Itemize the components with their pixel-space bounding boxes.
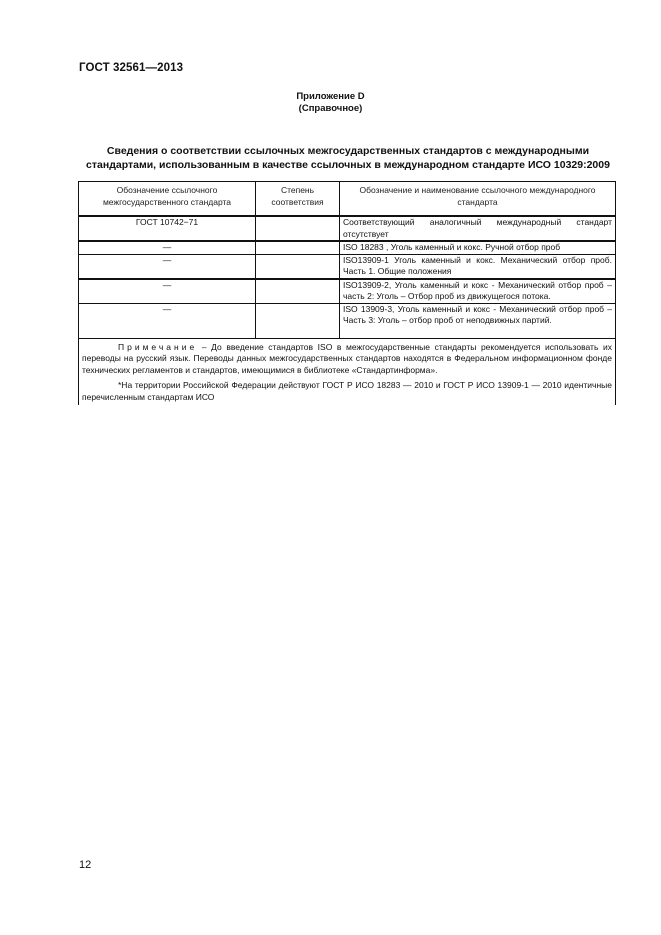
note-paragraph — [82, 342, 612, 377]
document-code: ГОСТ 32561—2013 — [79, 62, 184, 74]
note-footnote: *На территории Российской Федерации действуют ГОСТ Р ИСО 18283 — 2010 и ГОСТ Р ИСО 13909-1 — 2010 идентичные перечисленным стандартам ИСО — [82, 380, 612, 402]
header-international-standard: Обозначение и наименование ссылочного международного стандарта — [340, 182, 616, 217]
cell-international: Соответствующий аналогичный международный стандарт отсутствует — [340, 216, 616, 241]
cell-degree — [256, 216, 340, 241]
annex-subtitle: (Справочное) — [298, 103, 363, 114]
table-row — [79, 279, 616, 304]
header-degree-of-correspondence: Степень соответствия — [256, 182, 340, 217]
annex-title: Приложение D — [296, 91, 365, 102]
cell-interstate: — — [79, 254, 256, 279]
cell-degree — [256, 279, 340, 304]
annex-heading — [0, 91, 661, 115]
page-number: 12 — [79, 859, 92, 871]
table-note — [79, 338, 616, 405]
cell-interstate: — — [79, 303, 256, 338]
table-note-row — [79, 338, 616, 405]
note-text: – До введение стандартов ISO в межгосударственные стандарты рекомендуется использовать их переводы на русский язык. Переводы данных межгосударственных стандартов находятся в Федеральном информационном фонде технических регламентов и стандартов, имеющимися в библиотеке «Стандартинформа». — [82, 341, 612, 375]
cell-international: ISO 13909-3, Уголь каменный и кокс - Механический отбор проб – Часть 3: Уголь – отбор проб от неподвижных партий. — [340, 303, 616, 338]
table-row — [79, 216, 616, 241]
cell-interstate: — — [79, 241, 256, 254]
cell-international: ISO 18283 , Уголь каменный и кокс. Ручной отбор проб — [340, 241, 616, 254]
table-row — [79, 254, 616, 279]
cell-international: ISO13909-1 Уголь каменный и кокс. Механический отбор проб. Часть 1. Общие положения — [340, 254, 616, 279]
table-row — [79, 303, 616, 338]
table-row — [79, 241, 616, 254]
header-interstate-standard: Обозначение ссылочного межгосударственного стандарта — [79, 182, 256, 217]
cell-interstate: ГОСТ 10742−71 — [79, 216, 256, 241]
cell-international: ISO13909-2, Уголь каменный и кокс - Механический отбор проб – часть 2: Уголь – Отбор проб из движущегося потока. — [340, 279, 616, 304]
table-header-row — [79, 182, 616, 217]
cell-degree — [256, 254, 340, 279]
cell-interstate: — — [79, 279, 256, 304]
cell-degree — [256, 241, 340, 254]
standards-correspondence-table — [78, 181, 616, 405]
note-label: Примечание — [118, 341, 198, 352]
cell-degree — [256, 303, 340, 338]
table-title: Сведения о соответствии ссылочных межгосударственных стандартов с международными стандартами, использованным в качестве ссылочных в международном стандарте ИСО 10329:2009 — [86, 145, 610, 171]
